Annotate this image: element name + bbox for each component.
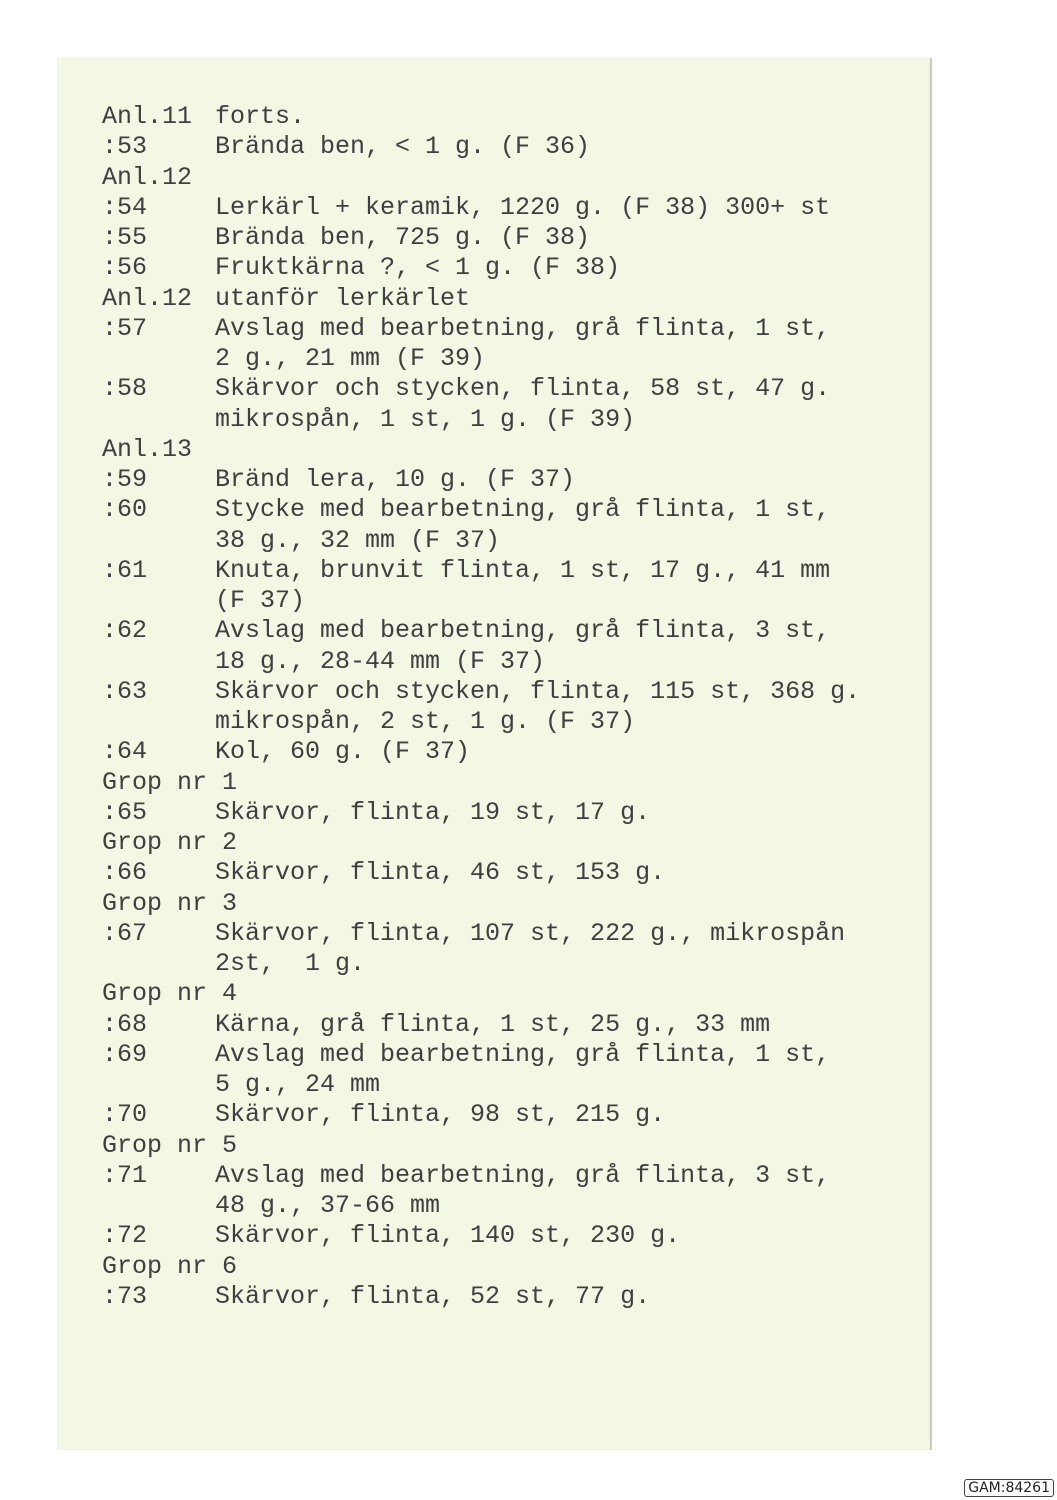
- entry-code: :67: [102, 918, 148, 948]
- entry-text: Brända ben, 725 g. (F 38): [215, 223, 591, 252]
- entry-text: Skärvor och stycken, flinta, 115 st, 368 g.: [215, 676, 861, 706]
- entry-code: :56: [102, 253, 148, 283]
- entry-code: Anl.12: [102, 162, 193, 192]
- entry-code: :69: [102, 1039, 148, 1069]
- entry-text: Skärvor, flinta, 52 st, 77 g.: [215, 1281, 651, 1311]
- entry-text: Skärvor, flinta, 98 st, 215 g.: [215, 1100, 666, 1130]
- entry-code: :70: [102, 1100, 148, 1130]
- entry-code: :71: [102, 1160, 148, 1190]
- entry-text: Brända ben, < 1 g. (F 36): [215, 132, 591, 162]
- entry-code: :68: [102, 1009, 148, 1039]
- entry-text: mikrospån, 2 st, 1 g. (F 37): [215, 707, 636, 736]
- entry-text: Knuta, brunvit flinta, 1 st, 17 g., 41 mm: [215, 555, 831, 585]
- entry-code: :64: [102, 737, 148, 767]
- entry-code: :62: [102, 616, 148, 646]
- entry-code: Anl.13: [102, 434, 193, 464]
- entry-text: mikrospån, 1 st, 1 g. (F 39): [215, 404, 636, 434]
- entry-text: Skärvor, flinta, 46 st, 153 g.: [215, 858, 666, 888]
- entry-code: Grop nr 5: [102, 1130, 238, 1160]
- entry-text: Skärvor, flinta, 140 st, 230 g.: [215, 1221, 681, 1251]
- entry-code: :73: [102, 1281, 148, 1311]
- entry-text: Skärvor, flinta, 19 st, 17 g.: [215, 797, 651, 827]
- entry-text: utanför lerkärlet: [215, 283, 471, 313]
- entry-code: :63: [102, 676, 148, 706]
- entry-text: Avslag med bearbetning, grå flinta, 3 st,: [215, 1160, 831, 1190]
- entry-text: Bränd lera, 10 g. (F 37): [215, 465, 576, 494]
- entry-text: 48 g., 37-66 mm: [215, 1191, 441, 1220]
- entry-text: Kol, 60 g. (F 37): [215, 737, 471, 767]
- entry-code: Anl.11: [102, 102, 193, 131]
- entry-text: 2 g., 21 mm (F 39): [215, 344, 486, 373]
- entry-text: Skärvor och stycken, flinta, 58 st, 47 g.: [215, 374, 831, 404]
- entry-code: :57: [102, 313, 148, 343]
- entry-code: :60: [102, 495, 148, 525]
- entry-text: 5 g., 24 mm: [215, 1070, 381, 1099]
- entry-text: Avslag med bearbetning, grå flinta, 3 st,: [215, 616, 831, 646]
- entry-code: Grop nr 6: [102, 1251, 238, 1281]
- entry-text: Skärvor, flinta, 107 st, 222 g., mikrospån: [215, 918, 846, 948]
- entry-text: Avslag med bearbetning, grå flinta, 1 st,: [215, 1039, 831, 1069]
- entry-text: 2st, 1 g.: [215, 949, 366, 978]
- entry-code: :65: [102, 797, 148, 827]
- entry-code: :55: [102, 223, 148, 252]
- entry-text: (F 37): [215, 586, 306, 615]
- entry-text: Stycke med bearbetning, grå flinta, 1 st,: [215, 495, 831, 525]
- entry-text: Kärna, grå flinta, 1 st, 25 g., 33 mm: [215, 1009, 771, 1039]
- entry-text: Avslag med bearbetning, grå flinta, 1 st,: [215, 313, 831, 343]
- entry-code: Grop nr 3: [102, 888, 238, 918]
- entry-text: forts.: [215, 102, 306, 131]
- entry-code: :54: [102, 192, 148, 222]
- entry-code: Grop nr 4: [102, 979, 238, 1009]
- entry-code: Grop nr 1: [102, 767, 238, 797]
- entry-code: Anl.12: [102, 283, 193, 313]
- entry-code: Grop nr 2: [102, 828, 238, 857]
- entry-text: 18 g., 28-44 mm (F 37): [215, 646, 546, 676]
- entry-code: :61: [102, 555, 148, 585]
- catalog-number-label: GAM:84261: [964, 1479, 1054, 1497]
- entry-text: Fruktkärna ?, < 1 g. (F 38): [215, 253, 621, 283]
- entry-code: :59: [102, 465, 148, 494]
- entry-code: :58: [102, 374, 148, 404]
- entry-text: Lerkärl + keramik, 1220 g. (F 38) 300+ st: [215, 192, 831, 222]
- entry-code: :53: [102, 132, 148, 162]
- entry-code: :66: [102, 858, 148, 888]
- entry-code: :72: [102, 1221, 148, 1251]
- catalog-card: [57, 58, 932, 1450]
- entry-text: 38 g., 32 mm (F 37): [215, 525, 501, 555]
